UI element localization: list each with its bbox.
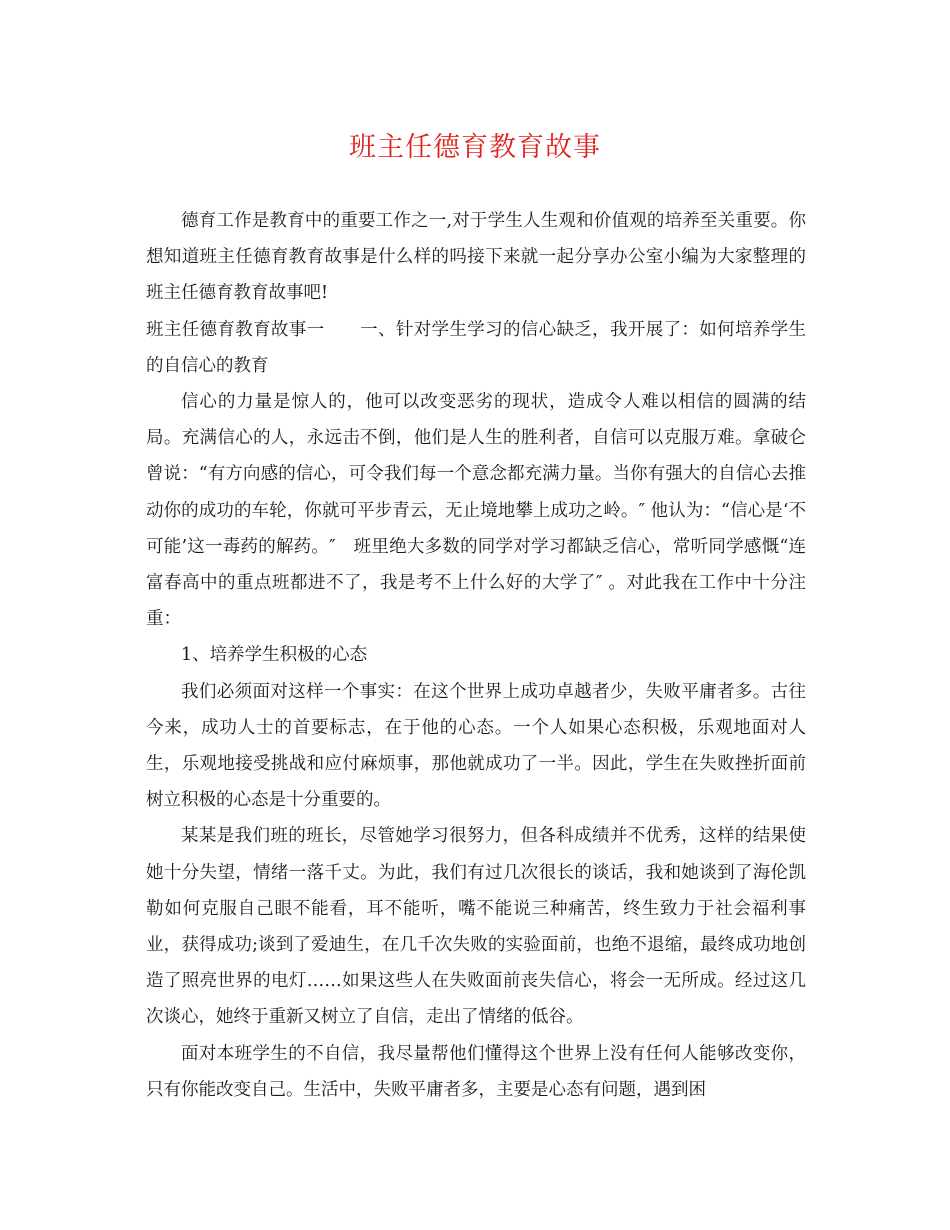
paragraph-confidence: 信心的力量是惊人的，他可以改变恶劣的现状，造成令人难以相信的圆满的结局。充满信心的人，永远击不倒，他们是人生的胜利者，自信可以克服万难。拿破仑曾说：“有方向感的信心，可令我们每一个意念都充满力量。当你有强大的自信心去推动你的成功的车轮，你就可平步青云，无止境地攀上成功之岭。″ 他认为：“信心是‘不可能’这一毒药的解药。″ 班里绝大多数的同学对学习都缺乏信心，常听同学感慨“连富春高中的重点班都进不了，我是考不上什么好的大学了″ 。对此我在工作中十分注重： (146, 392, 806, 630)
paragraph-monitor-story: 某某是我们班的班长，尽管她学习很努力，但各科成绩并不优秀，这样的结果使她十分失望，情绪一落千丈。为此，我们有过几次很长的谈话，我和她谈到了海伦凯勒如何克服自己眼不能看，耳不能听，嘴不能说三种痛苦，终生致力于社会福利事业，获得成功;谈到了爱迪生，在几千次失败的实验面前，也绝不退缩，最终成功地创造了照亮世界的电灯……如果这些人在失败面前丧失信心，将会一无所成。经过这几次谈心，她终于重新又树立了自信，走出了情绪的低谷。 (146, 826, 806, 1028)
paragraph-subheading: 1、培养学生积极的心态 (181, 645, 368, 666)
paragraph-intro: 德育工作是教育中的重要工作之一,对于学生人生观和价值观的培养至关重要。你想知道班主任德育教育故事是什么样的吗接下来就一起分享办公室小编为大家整理的班主任德育教育故事吧! (146, 211, 806, 304)
paragraph-attitude: 我们必须面对这样一个事实：在这个世界上成功卓越者少，失败平庸者多。古往今来，成功人士的首要标志，在于他的心态。一个人如果心态积极，乐观地面对人生，乐观地接受挑战和应付麻烦事，那他就成功了一半。因此，学生在失败挫折面前树立积极的心态是十分重要的。 (146, 681, 806, 811)
paragraph-story-heading: 班主任德育教育故事一 一、针对学生学习的信心缺乏，我开展了：如何培养学生的自信心的教育 (146, 319, 806, 376)
document-body (146, 203, 806, 1108)
document-title: 班主任德育教育故事 (349, 132, 601, 163)
paragraph-facing-class: 面对本班学生的不自信，我尽量帮他们懂得这个世界上没有任何人能够改变你，只有你能改变自己。生活中，失败平庸者多，主要是心态有问题，遇到困 (146, 1043, 806, 1100)
